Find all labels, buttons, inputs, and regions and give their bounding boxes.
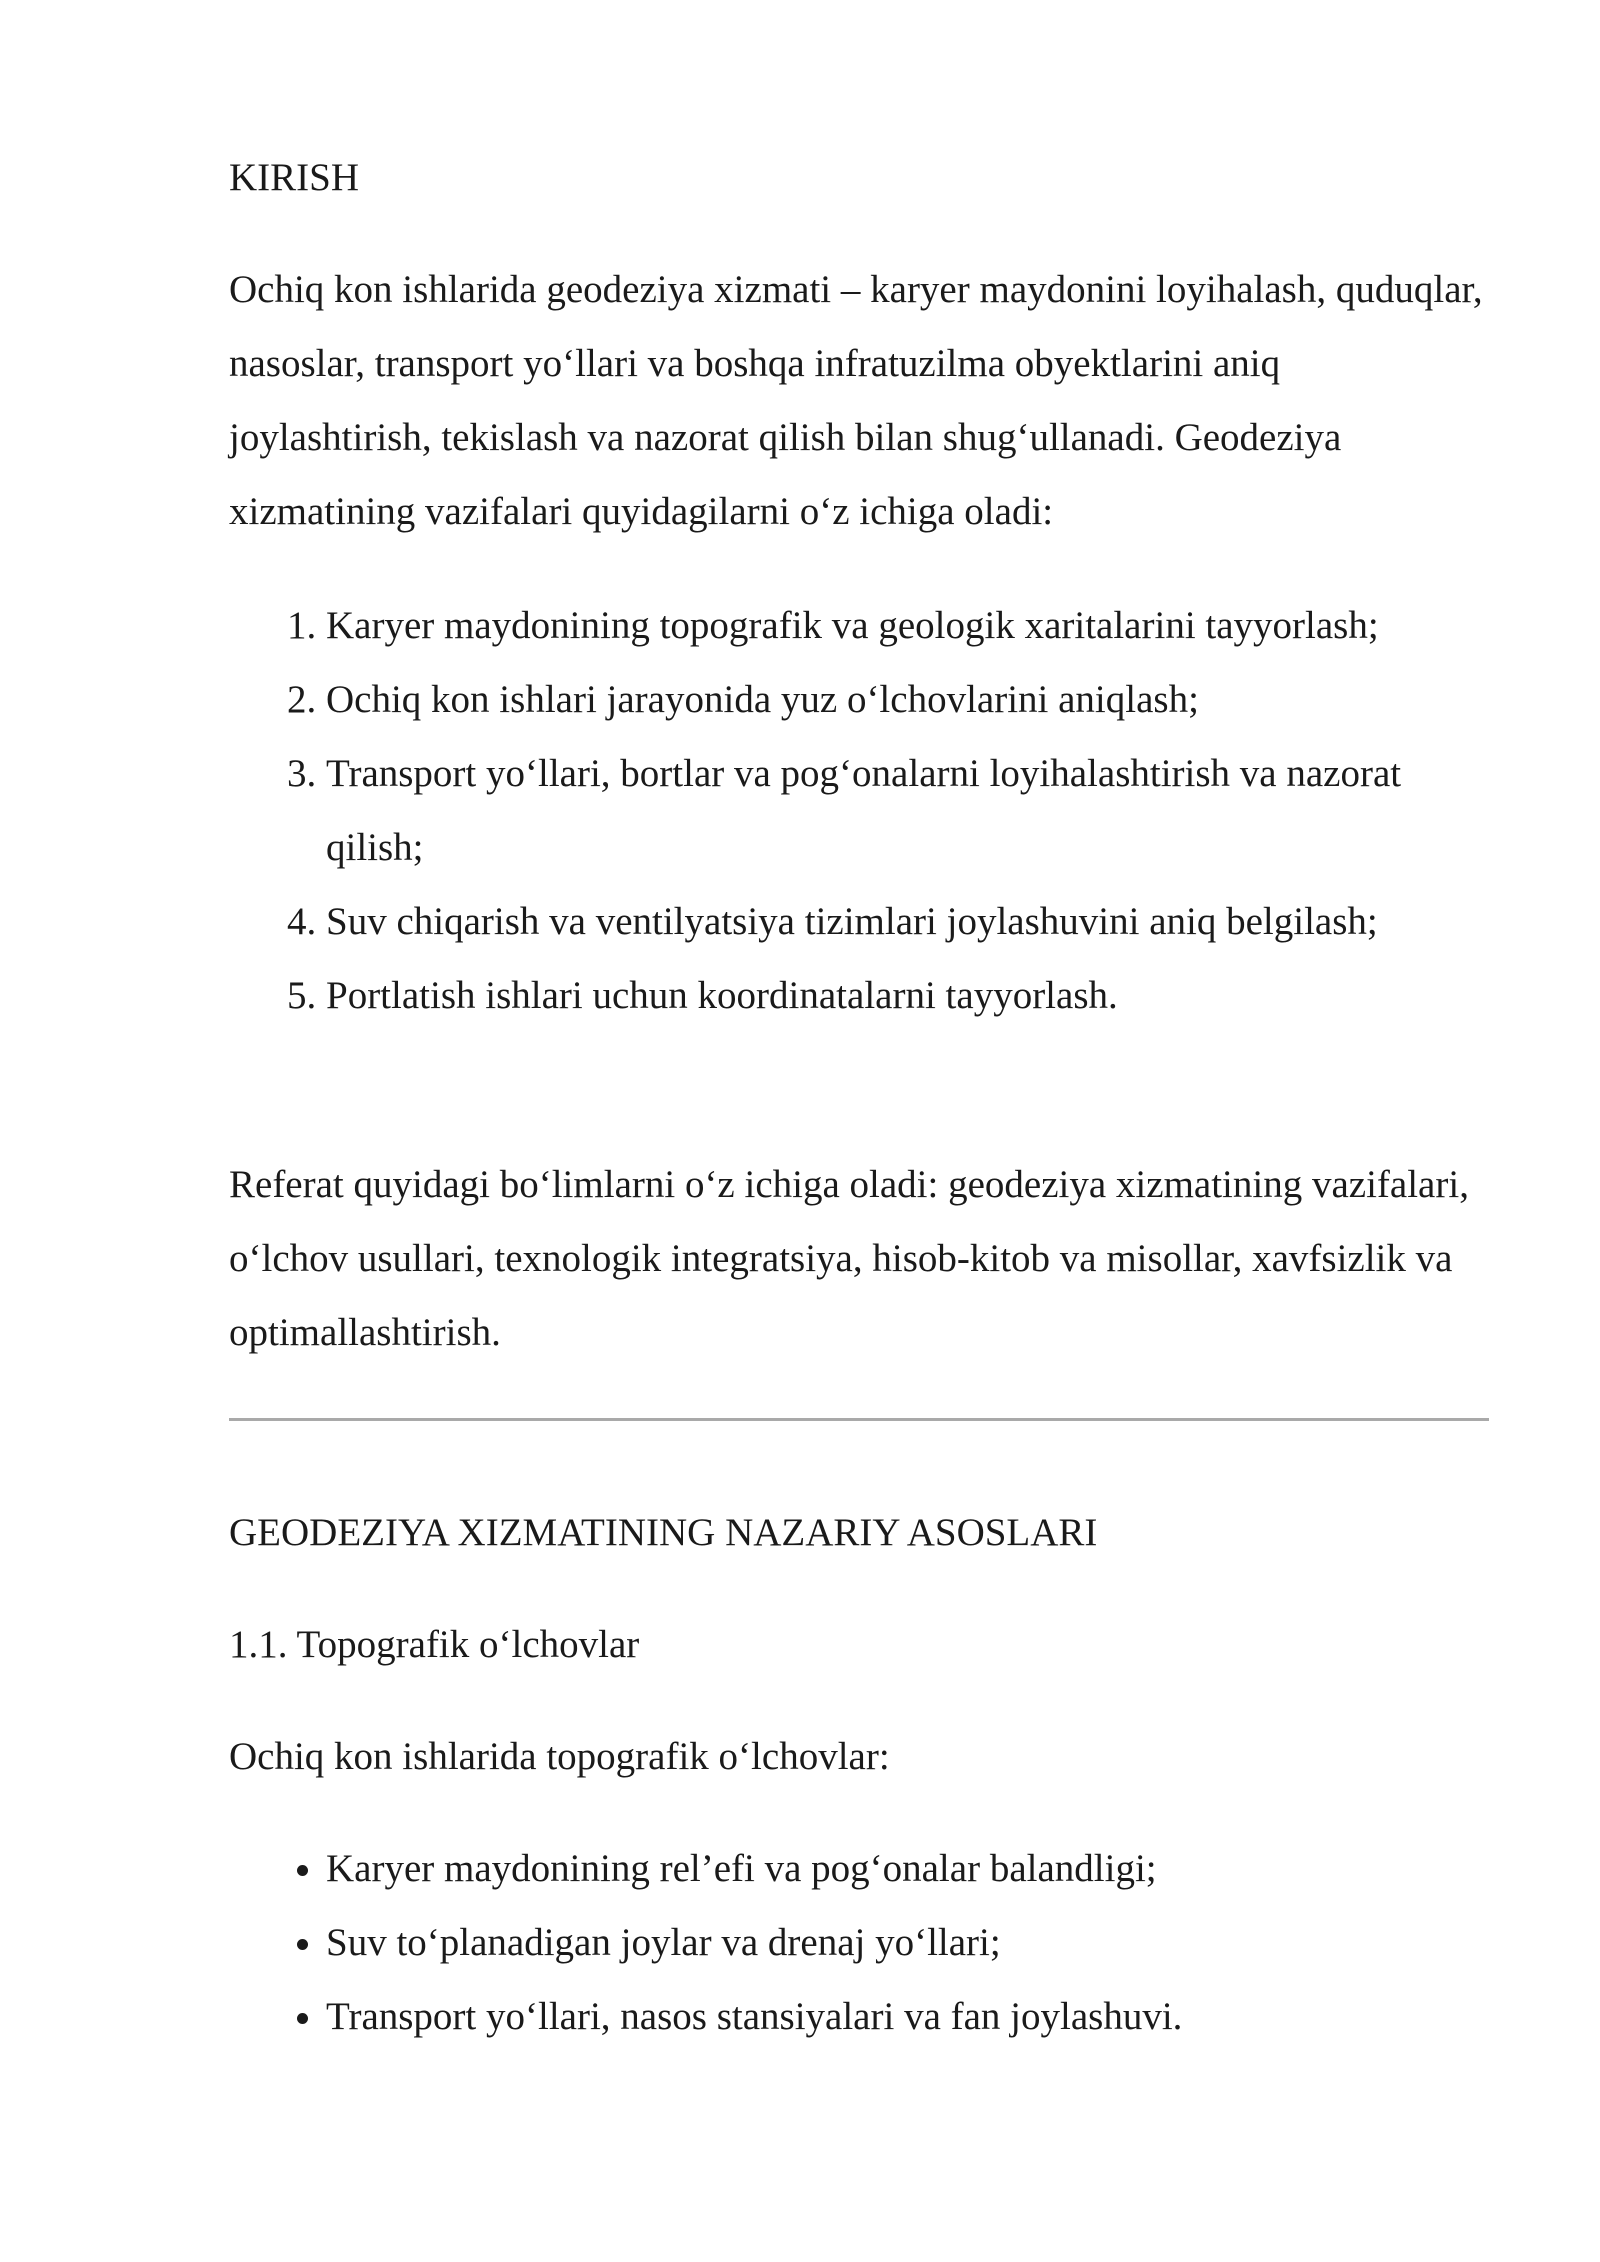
section-divider <box>229 1418 1489 1421</box>
intro-heading: KIRISH <box>229 156 360 199</box>
list-item: • Karyer maydonining rel’efi va pog‘onalar balandligi; <box>326 1832 1489 1906</box>
list-item: 1. Karyer maydonining topografik va geologik xaritalarini tayyorlash; <box>326 589 1489 663</box>
list-item: 2. Ochiq kon ishlari jarayonida yuz o‘lchovlarini aniqlash; <box>326 663 1489 737</box>
summary-paragraph: Referat quyidagi bo‘limlarni o‘z ichiga oladi: geodeziya xizmatining vazifalari, o‘lchov usullari, texnologik integratsiya, hisob-kitob va misollar, xavfsizlik va optimallashtirish. <box>229 1163 1469 1354</box>
list-item: 4. Suv chiqarish va ventilyatsiya tizimlari joylashuvini aniq belgilash; <box>326 885 1489 959</box>
subsection-lead: Ochiq kon ishlarida topografik o‘lchovlar: <box>229 1735 890 1778</box>
list-item: 3. Transport yo‘llari, bortlar va pog‘onalarni loyihalashtirish va nazorat qilish; <box>326 737 1489 885</box>
list-item: 5. Portlatish ishlari uchun koordinatalarni tayyorlash. <box>326 959 1489 1033</box>
tasks-list <box>229 589 1489 1033</box>
measurements-list <box>229 1832 1489 2054</box>
subsection-heading: 1.1. Topografik o‘lchovlar <box>229 1623 640 1666</box>
section-heading: GEODEZIYA XIZMATINING NAZARIY ASOSLARI <box>229 1511 1098 1554</box>
intro-paragraph: Ochiq kon ishlarida geodeziya xizmati – karyer maydonini loyihalash, quduqlar, nasoslar, transport yo‘llari va boshqa infratuzilma obyektlarini aniq joylashtirish, tekislash va nazorat qilish bilan shug‘ullanadi. Geodeziya xizmatining vazifalari quyidagilarni o‘z ichiga oladi: <box>229 268 1483 533</box>
list-item: • Suv to‘planadigan joylar va drenaj yo‘llari; <box>326 1906 1489 1980</box>
list-item: • Transport yo‘llari, nasos stansiyalari va fan joylashuvi. <box>326 1980 1489 2054</box>
